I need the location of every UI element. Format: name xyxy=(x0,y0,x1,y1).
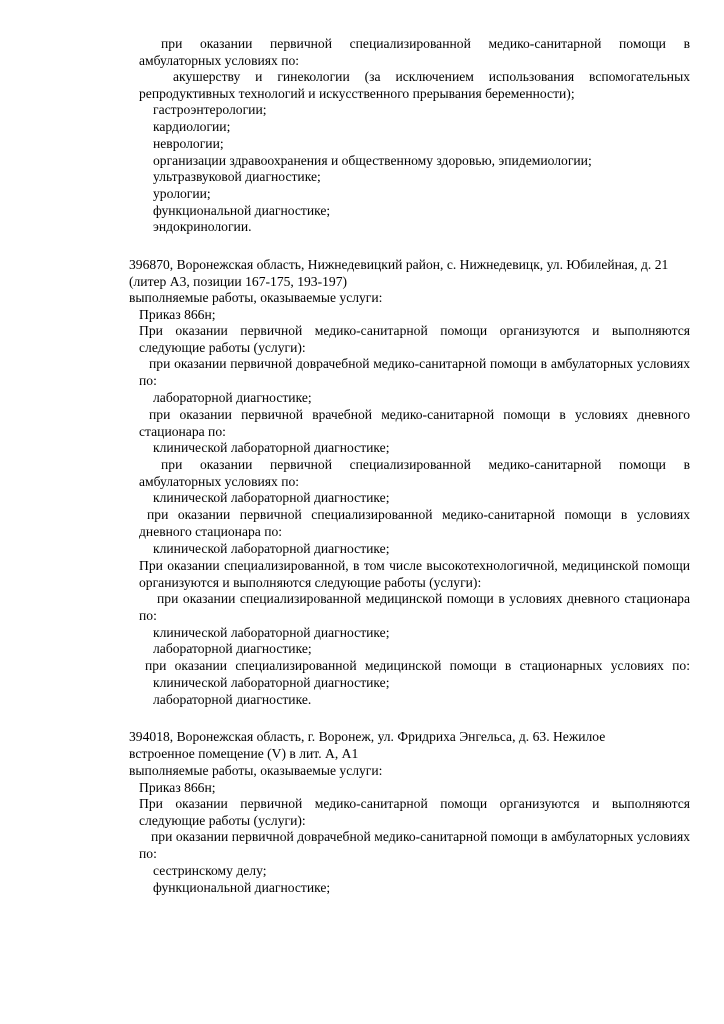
list-item: кардиологии; xyxy=(153,119,231,134)
list-item: функциональной диагностике; xyxy=(153,880,331,895)
prehospital-ambulatory: при оказании первичной доврачебной медико-санитарной помощи в амбулаторных условиях по: xyxy=(139,356,690,388)
list-item: гастроэнтерологии; xyxy=(153,102,267,117)
list-item: клинической лабораторной диагностике; xyxy=(153,490,390,505)
list-item: клинической лабораторной диагностике; xyxy=(153,625,390,640)
list-item: клинической лабораторной диагностике; xyxy=(153,440,390,455)
specialized-care-intro: При оказании специализированной, в том числе высокотехнологичной, медицинской помощи организуются и выполняются следующие работы (услуги): xyxy=(139,558,690,590)
prehospital-ambulatory: при оказании первичной доврачебной медико-санитарной помощи в амбулаторных условиях по: xyxy=(139,829,690,861)
list-item: эндокринологии. xyxy=(153,219,252,234)
works-label: выполняемые работы, оказываемые услуги: xyxy=(129,290,383,305)
list-item: ультразвуковой диагностике; xyxy=(153,169,321,184)
address: 396870, Воронежская область, Нижнедевицкий район, с. Нижнедевицк, ул. Юбилейная, д. 21 (литер А3, позиции 167-175, 193-197) xyxy=(129,257,669,289)
spec-ambulatory-heading: при оказании первичной специализированной медико-санитарной помощи в амбулаторных условиях по: xyxy=(139,36,690,68)
order-reference: Приказ 866н; xyxy=(139,780,216,795)
order-reference: Приказ 866н; xyxy=(139,307,216,322)
primary-care-intro: При оказании первичной медико-санитарной помощи организуются и выполняются следующие работы (услуги): xyxy=(139,323,690,355)
doctor-day-hospital: при оказании первичной врачебной медико-санитарной помощи в условиях дневного стационара по: xyxy=(139,407,690,439)
spec-day-hospital: при оказании первичной специализированной медико-санитарной помощи в условиях дневного стационара по: xyxy=(139,507,690,539)
list-item: организации здравоохранения и общественному здоровью, эпидемиологии; xyxy=(153,153,592,168)
list-item: клинической лабораторной диагностике; xyxy=(153,675,390,690)
spec-ambulatory: при оказании первичной специализированной медико-санитарной помощи в амбулаторных условиях по: xyxy=(139,457,690,489)
obstetrics-item: акушерству и гинекологии (за исключением использования вспомогательных репродуктивных технологий и искусственного прерывания беременности); xyxy=(139,69,690,101)
address: 394018, Воронежская область, г. Воронеж, ул. Фридриха Энгельса, д. 63. Нежилое встроенное помещение (V) в лит. А, А1 xyxy=(129,729,606,761)
inpatient-care: при оказании специализированной медицинской помощи в стационарных условиях по: xyxy=(145,658,690,673)
primary-care-intro: При оказании первичной медико-санитарной помощи организуются и выполняются следующие работы (услуги): xyxy=(139,796,690,828)
list-item: функциональной диагностике; xyxy=(153,203,331,218)
list-item: лабораторной диагностике; xyxy=(153,641,312,656)
list-item: лабораторной диагностике; xyxy=(153,390,312,405)
list-item: лабораторной диагностике. xyxy=(153,692,312,707)
list-item: неврологии; xyxy=(153,136,224,151)
specialized-day-hospital: при оказании специализированной медицинской помощи в условиях дневного стационара по: xyxy=(139,591,690,623)
list-item: клинической лабораторной диагностике; xyxy=(153,541,390,556)
list-item: урологии; xyxy=(153,186,211,201)
works-label: выполняемые работы, оказываемые услуги: xyxy=(129,763,383,778)
list-item: сестринскому делу; xyxy=(153,863,267,878)
